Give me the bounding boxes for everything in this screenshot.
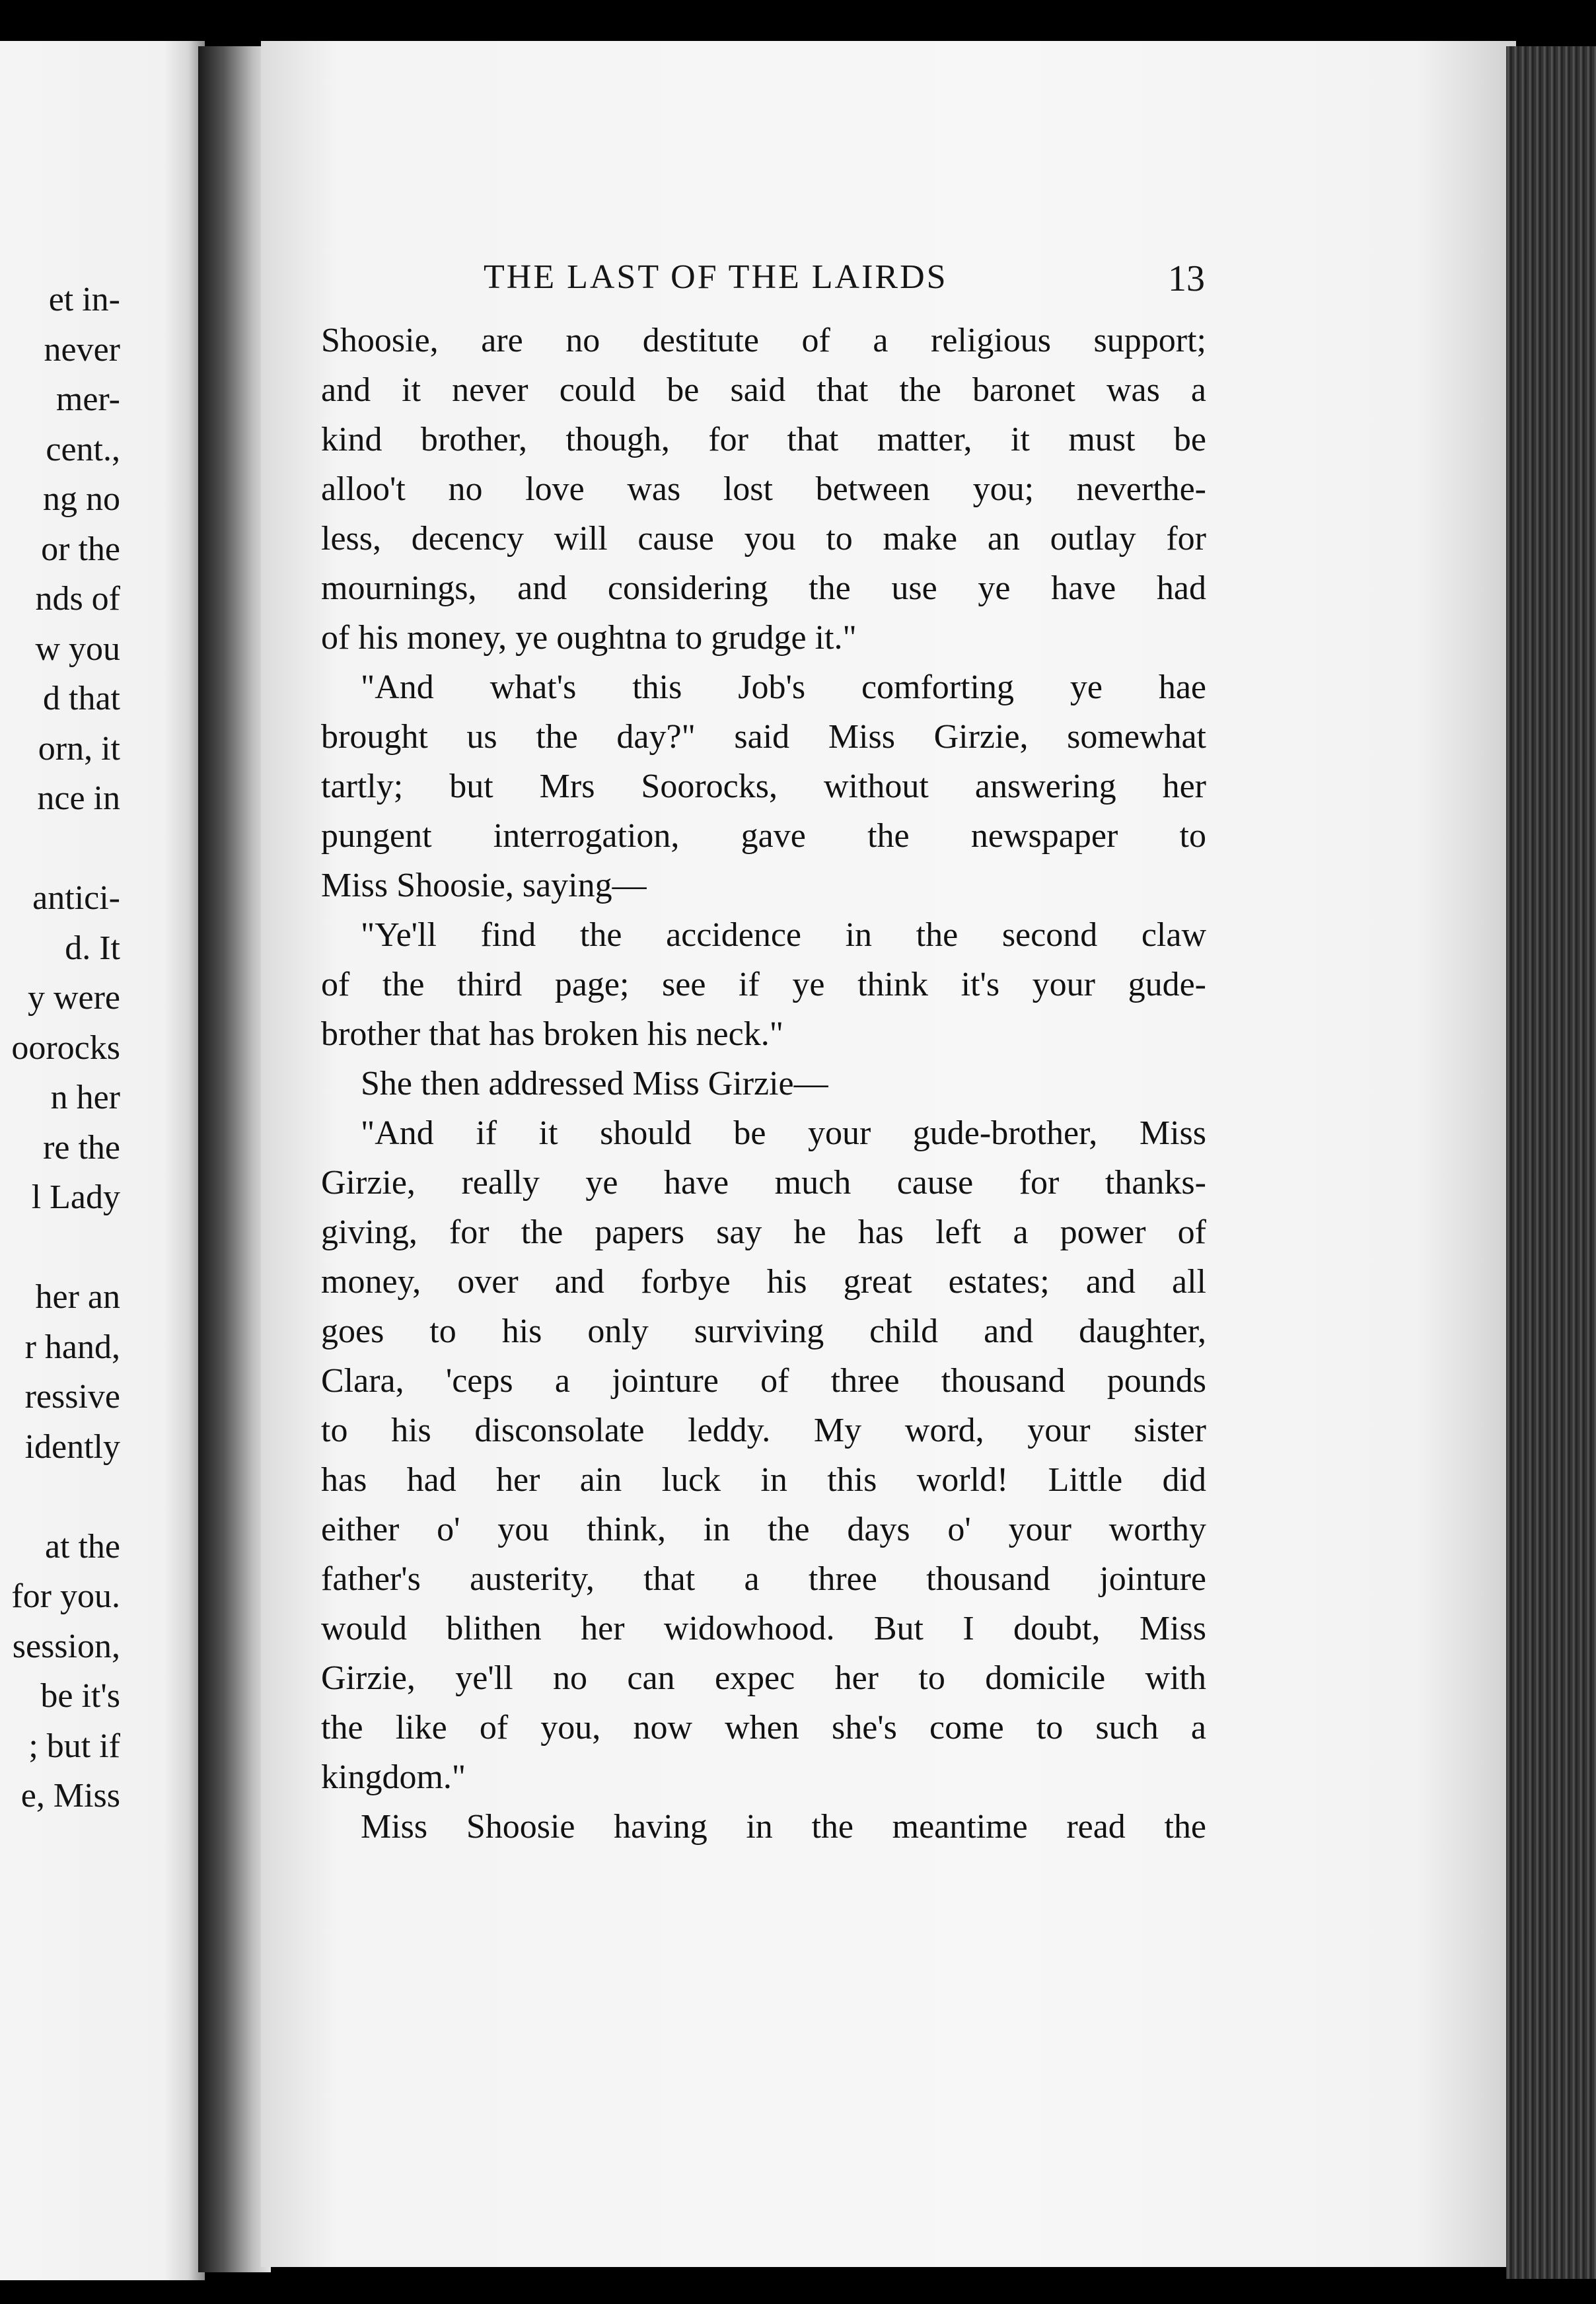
- text-line: mournings, and considering the use ye have had: [321, 569, 1206, 607]
- facing-page-text-fragment: e, Miss: [20, 1777, 120, 1815]
- facing-page-text-fragment: idently: [24, 1427, 120, 1466]
- facing-page-text-fragment: nds of: [35, 580, 120, 618]
- facing-page-text-fragment: d. It: [65, 929, 120, 967]
- facing-page-text-fragment: for you.: [11, 1577, 120, 1615]
- text-line: Girzie, ye'll no can expec her to domicile with: [321, 1659, 1206, 1697]
- text-line: "And what's this Job's comforting ye hae: [361, 668, 1206, 706]
- body-text: [321, 316, 1206, 1852]
- text-line: giving, for the papers say he has left a power of: [321, 1213, 1206, 1251]
- facing-page-text-fragment: n her: [50, 1079, 120, 1116]
- text-line: father's austerity, that a three thousand jointure: [321, 1560, 1206, 1598]
- text-line: less, decency will cause you to make an outlay for: [321, 520, 1206, 558]
- facing-page-text-fragment: at the: [44, 1527, 120, 1566]
- text-line: the like of you, now when she's come to such a: [321, 1709, 1206, 1746]
- text-line: goes to his only surviving child and daughter,: [321, 1313, 1206, 1350]
- text-line: Girzie, really ye have much cause for thanks-: [321, 1164, 1206, 1202]
- book-gutter: [198, 46, 271, 2272]
- facing-page-text-fragment: r hand,: [24, 1328, 120, 1366]
- running-head: THE LAST OF THE LAIRDS: [484, 258, 948, 296]
- text-line: tartly; but Mrs Soorocks, without answering her: [321, 768, 1206, 805]
- text-line: of the third page; see if ye think it's your gude-: [321, 966, 1206, 1003]
- page-number: 13: [1168, 258, 1205, 299]
- text-line: Miss Shoosie having in the meantime read the: [361, 1808, 1206, 1846]
- facing-page-text-fragment: nce in: [37, 779, 120, 817]
- text-line: either o' you think, in the days o' your worthy: [321, 1511, 1206, 1548]
- facing-page-text-fragment: ressive: [24, 1378, 120, 1416]
- text-line: She then addressed Miss Girzie—: [361, 1065, 828, 1102]
- text-line: brother that has broken his neck.": [321, 1015, 783, 1053]
- text-line: kind brother, though, for that matter, it must be: [321, 421, 1206, 458]
- text-line: and it never could be said that the baronet was a: [321, 371, 1206, 409]
- facing-page-text-fragment: session,: [12, 1627, 120, 1665]
- facing-page-text-fragment: y were: [27, 979, 120, 1017]
- facing-page-text-fragment: w you: [35, 630, 120, 668]
- facing-page-text-fragment: l Lady: [31, 1178, 120, 1216]
- facing-page-text-fragment: et in-: [48, 281, 120, 318]
- facing-page-text-fragment: ng no: [43, 480, 120, 518]
- text-line: Shoosie, are no destitute of a religious support;: [321, 322, 1206, 359]
- facing-page-text-fragment: d that: [43, 680, 120, 717]
- facing-page-text-fragment: orn, it: [38, 729, 120, 768]
- text-line: kingdom.": [321, 1758, 466, 1796]
- text-line: to his disconsolate leddy. My word, your sister: [321, 1412, 1206, 1449]
- facing-page-text-fragment: cent.,: [46, 430, 120, 468]
- text-line: Clara, 'ceps a jointure of three thousand pounds: [321, 1362, 1206, 1400]
- text-line: money, over and forbye his great estates; and all: [321, 1263, 1206, 1301]
- facing-page-text-fragment: ; but if: [28, 1727, 120, 1765]
- facing-page-text-fragment: re the: [43, 1128, 120, 1167]
- text-line: pungent interrogation, gave the newspaper to: [321, 817, 1206, 855]
- facing-page-text-fragment: mer-: [55, 380, 120, 418]
- facing-page-text-fragment: be it's: [40, 1677, 120, 1715]
- text-line: would blithen her widowhood. But I doubt, Miss: [321, 1610, 1206, 1647]
- facing-page-text-fragment: never: [44, 330, 120, 369]
- text-line: brought us the day?" said Miss Girzie, somewhat: [321, 718, 1206, 756]
- text-line: alloo't no love was lost between you; neverthe-: [321, 470, 1206, 508]
- page-edges: [1506, 46, 1596, 2279]
- text-line: of his money, ye oughtna to grudge it.": [321, 619, 857, 657]
- text-line: has had her ain luck in this world! Little did: [321, 1461, 1206, 1499]
- facing-page-text-fragment: her an: [35, 1278, 120, 1316]
- text-line: Miss Shoosie, saying—: [321, 867, 647, 904]
- facing-page-left: [0, 41, 205, 2280]
- facing-page-text-fragment: or the: [41, 530, 120, 568]
- facing-page-text-fragment: oorocks: [11, 1028, 120, 1067]
- facing-page-text-fragment: antici-: [32, 879, 120, 917]
- text-line: "And if it should be your gude-brother, Miss: [361, 1114, 1206, 1152]
- text-line: "Ye'll find the accidence in the second claw: [361, 916, 1206, 954]
